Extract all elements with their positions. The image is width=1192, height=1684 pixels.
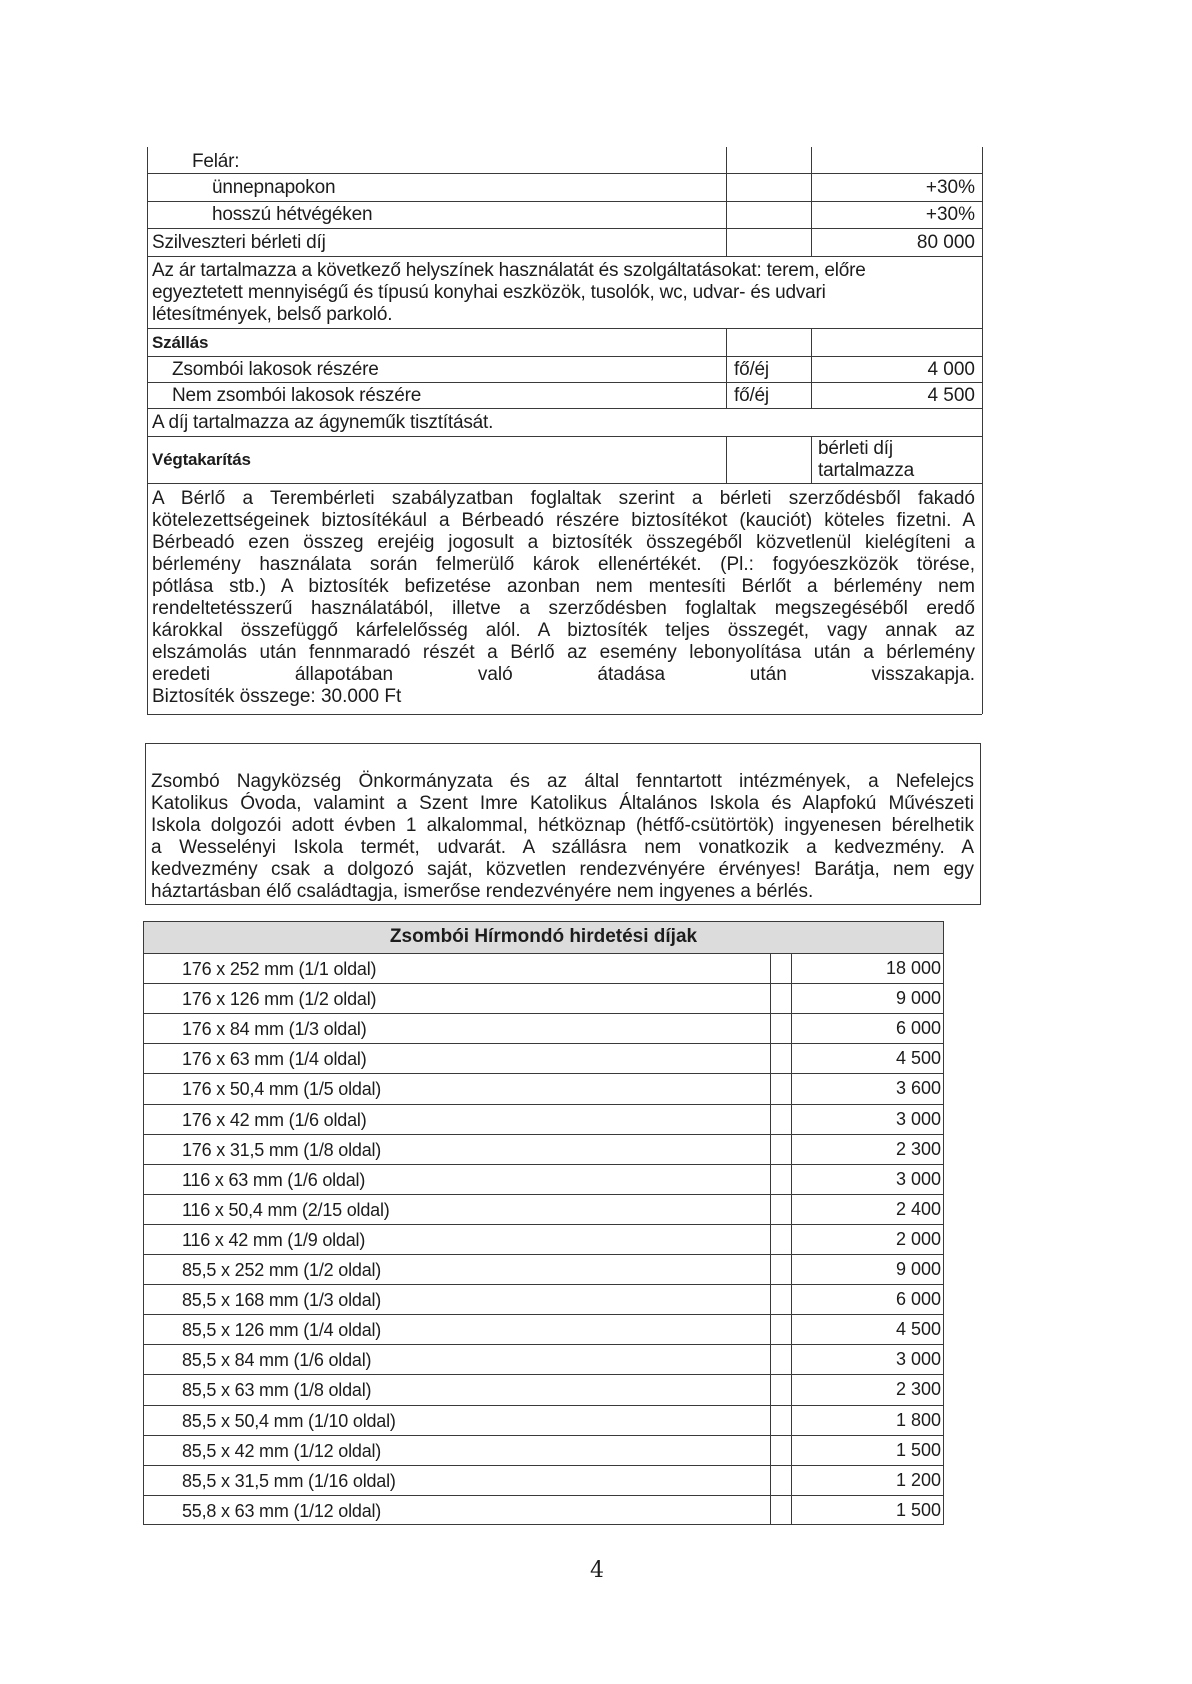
ad-size-label: 85,5 x 168 mm (1/3 oldal) [182, 1290, 382, 1310]
page-number: 4 [590, 1558, 604, 1583]
includes-note-line: Az ár tartalmazza a következő helyszínek használatát és szolgáltatásokat: terem, előre [152, 260, 866, 281]
accommodation-row-value: 4 500 [927, 385, 975, 406]
row-divider [143, 1495, 944, 1496]
ad-price-value: 1 500 [895, 1440, 941, 1460]
ad-size-label: 85,5 x 84 mm (1/6 oldal) [182, 1350, 372, 1370]
ad-size-label: 85,5 x 42 mm (1/12 oldal) [182, 1441, 382, 1461]
surcharge-header-label: Felár: [192, 151, 240, 172]
row-divider [143, 1284, 944, 1285]
final-cleaning-value-line2: tartalmazza [818, 460, 915, 481]
staff-notice-line: háztartásban élő családtagja, ismerőse rendezvényére nem ingyenes a bérlés. [151, 881, 814, 902]
row-divider [147, 328, 982, 329]
ad-price-value: 3 000 [895, 1109, 941, 1129]
row-divider [147, 356, 982, 357]
ad-price-value: 6 000 [895, 1289, 941, 1309]
includes-note-line: létesítmények, belső parkoló. [152, 304, 393, 325]
row-divider [143, 1043, 944, 1044]
ad-price-value: 3 000 [895, 1349, 941, 1369]
staff-notice-paragraph [151, 771, 974, 903]
ad-size-label: 55,8 x 63 mm (1/12 oldal) [182, 1501, 382, 1521]
deposit-paragraph [152, 488, 975, 708]
column-divider [770, 953, 771, 1525]
table-border-bottom [147, 714, 982, 715]
header-divider [143, 953, 944, 954]
ad-price-value: 2 000 [895, 1229, 941, 1249]
ad-size-label: 116 x 42 mm (1/9 oldal) [182, 1230, 366, 1250]
staff-notice-line: Zsombó Nagyközség Önkormányzata és az által fenntartott intézmények, a Nefelejcs [151, 771, 974, 792]
ad-size-label: 176 x 126 mm (1/2 oldal) [182, 989, 377, 1009]
row-divider [147, 256, 982, 257]
ad-price-value: 18 000 [885, 958, 941, 978]
row-divider [143, 1374, 944, 1375]
row-divider [147, 201, 982, 202]
ad-size-label: 176 x 31,5 mm (1/8 oldal) [182, 1140, 382, 1160]
accommodation-row-unit: fő/éj [734, 359, 769, 380]
ad-price-value: 3 000 [895, 1169, 941, 1189]
row-divider [147, 382, 982, 383]
surcharge-row-label: hosszú hétvégéken [212, 204, 373, 225]
deposit-line: rendeltetésszerű használatából, illetve a szerződésben foglaltak megszegéséből eredő [152, 598, 975, 619]
final-cleaning-title: Végtakarítás [152, 450, 251, 469]
deposit-line: Bérbeadó ezen összeg erejéig jogosult a biztosíték összegéből közvetlenül kielégíteni a [152, 532, 975, 553]
accommodation-title: Szállás [152, 333, 209, 352]
ad-price-value: 4 500 [895, 1319, 941, 1339]
row-divider [147, 408, 982, 409]
new-year-eve-fee-value: 80 000 [916, 232, 975, 253]
ad-price-value: 4 500 [895, 1048, 941, 1068]
deposit-line: elszámolás után fennmaradó részét a Bérlő az esemény lebonyolítása után a bérlemény [152, 642, 975, 663]
ad-price-value: 3 600 [895, 1078, 941, 1098]
accommodation-row-label: Nem zsombói lakosok részére [172, 385, 422, 406]
deposit-line: bérlemény használata során felmerülő károk ellenértékét. (Pl.: fogyóeszközök törése, [152, 554, 975, 575]
staff-notice-line: Iskola dolgozói adott évben 1 alkalommal, hétköznap (hétfő-csütörtök) ingyenesen bérelhetik [151, 815, 974, 836]
table-border-left [147, 147, 148, 714]
row-divider [143, 1314, 944, 1315]
deposit-line: eredeti állapotában való átadása után visszakapja. [152, 664, 975, 685]
deposit-line: kötelezettségeinek biztosítékául a Bérbeadó részére biztosítékot (kauciót) köteles fizetni. A [152, 510, 975, 531]
ad-price-value: 9 000 [895, 988, 941, 1008]
row-divider [143, 1073, 944, 1074]
column-divider [726, 436, 727, 483]
includes-note-line: egyeztetett mennyiségű és típusú konyhai eszközök, tusolók, wc, udvar- és udvari [152, 282, 826, 303]
new-year-eve-fee-label: Szilveszteri bérleti díj [152, 232, 326, 253]
row-divider [143, 1164, 944, 1165]
accommodation-row-unit: fő/éj [734, 385, 769, 406]
row-divider [147, 436, 982, 437]
deposit-line: A Bérlő a Terembérleti szabályzatban foglaltak szerint a bérleti szerződésből fakadó [152, 488, 975, 509]
deposit-line: károkkal összefüggő kárfelelősség alól. A biztosíték teljes összegét, vagy annak az [152, 620, 975, 641]
final-cleaning-value-line1: bérleti díj [818, 438, 893, 459]
ad-price-value: 6 000 [895, 1018, 941, 1038]
ad-size-label: 176 x 42 mm (1/6 oldal) [182, 1110, 367, 1130]
row-divider [143, 1224, 944, 1225]
table-border-right [982, 147, 983, 714]
ad-size-label: 85,5 x 50,4 mm (1/10 oldal) [182, 1411, 396, 1431]
surcharge-row-value: +30% [925, 177, 975, 198]
ad-price-value: 2 400 [895, 1199, 941, 1219]
ad-prices-title: Zsombói Hírmondó hirdetési díjak [144, 922, 943, 953]
ad-size-label: 85,5 x 126 mm (1/4 oldal) [182, 1320, 382, 1340]
column-divider [811, 436, 812, 483]
ad-size-label: 116 x 63 mm (1/6 oldal) [182, 1170, 366, 1190]
row-divider [143, 1013, 944, 1014]
staff-notice-line: Katolikus Óvoda, valamint a Szent Imre Katolikus Általános Iskola és Alapfokú Művészeti [151, 793, 974, 814]
ad-size-label: 85,5 x 63 mm (1/8 oldal) [182, 1380, 372, 1400]
column-divider [726, 328, 727, 408]
deposit-line: pótlása stb.) A biztosíték befizetése azonban nem mentesíti Bérlőt a bérlemény nem [152, 576, 975, 597]
ad-size-label: 85,5 x 31,5 mm (1/16 oldal) [182, 1471, 396, 1491]
ad-price-value: 1 800 [895, 1410, 941, 1430]
row-divider [147, 483, 982, 484]
row-divider [143, 1405, 944, 1406]
ad-price-value: 2 300 [895, 1379, 941, 1399]
row-divider [147, 173, 982, 174]
row-divider [143, 1194, 944, 1195]
row-divider [143, 1435, 944, 1436]
ad-size-label: 85,5 x 252 mm (1/2 oldal) [182, 1260, 382, 1280]
row-divider [143, 1344, 944, 1345]
ad-size-label: 176 x 63 mm (1/4 oldal) [182, 1049, 367, 1069]
ad-size-label: 176 x 84 mm (1/3 oldal) [182, 1019, 367, 1039]
row-divider [147, 228, 982, 229]
row-divider [143, 983, 944, 984]
ad-size-label: 176 x 50,4 mm (1/5 oldal) [182, 1079, 382, 1099]
row-divider [143, 1465, 944, 1466]
accommodation-note: A díj tartalmazza az ágyneműk tisztítását. [152, 412, 494, 433]
ad-price-value: 1 500 [895, 1500, 941, 1520]
staff-notice-line: kedvezmény csak a dolgozó saját, közvetlen rendezvényére érvényes! Barátja, nem egy [151, 859, 974, 880]
ad-price-value: 1 200 [895, 1470, 941, 1490]
ad-size-label: 116 x 50,4 mm (2/15 oldal) [182, 1200, 390, 1220]
row-divider [143, 1134, 944, 1135]
staff-notice-line: a Wesselényi Iskola termét, udvarát. A szállásra nem vonatkozik a kedvezmény. A [151, 837, 974, 858]
ad-price-value: 9 000 [895, 1259, 941, 1279]
ad-price-value: 2 300 [895, 1139, 941, 1159]
row-divider [143, 1254, 944, 1255]
row-divider [143, 1104, 944, 1105]
accommodation-row-value: 4 000 [927, 359, 975, 380]
surcharge-row-value: +30% [925, 204, 975, 225]
ad-size-label: 176 x 252 mm (1/1 oldal) [182, 959, 377, 979]
surcharge-row-label: ünnepnapokon [212, 177, 336, 198]
accommodation-row-label: Zsombói lakosok részére [172, 359, 379, 380]
deposit-amount: Biztosíték összege: 30.000 Ft [152, 686, 402, 707]
